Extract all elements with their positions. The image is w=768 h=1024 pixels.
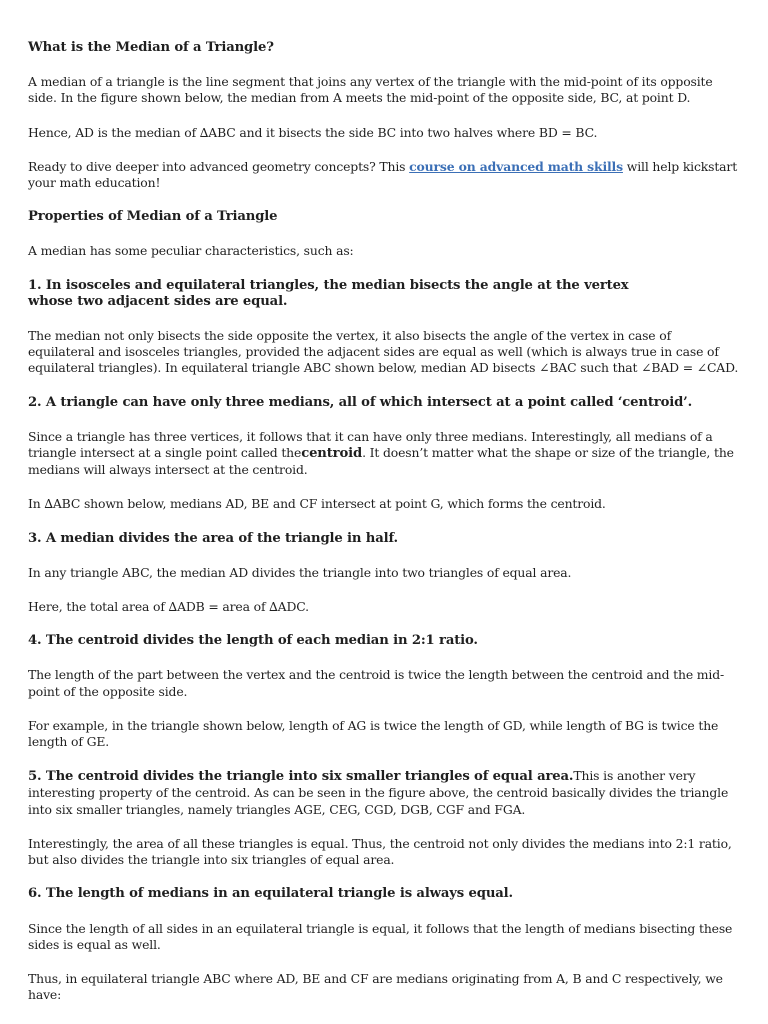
property-5-text-2: Interestingly, the area of all these triangles is equal. Thus, the centroid not only divides the medians into 2:1 ratio, but also divides the triangle into six triangles of equal area. — [28, 835, 732, 868]
property-5-heading: 5. The centroid divides the triangle into six smaller triangles of equal area. — [28, 769, 574, 785]
property-4-text: The length of the part between the vertex and the centroid is twice the length between the centroid and the mid-point of the opposite side. — [28, 667, 725, 699]
properties-intro: A median has some peculiar characteristics, such as: — [28, 243, 354, 259]
property-1-text: The median not only bisects the side opposite the vertex, it also bisects the angle of the vertex in case of equilateral and isosceles triangles, provided the adjacent sides are equal as well (which is always true in case of equilateral triangles). In equilateral triangle ABC shown below, median AD bisects ∠BAC such that ∠BAD = ∠CAD. — [28, 328, 739, 376]
property-3-text-2: Here, the total area of ∆ADB = area of ∆ADC. — [28, 599, 309, 615]
property-6-text-2: Thus, in equilateral triangle ABC where AD, BE and CF are medians originating from A, B and C respectively, we have: — [28, 970, 723, 1003]
promo-text-before: Ready to dive deeper into advanced geometry concepts? This — [28, 158, 410, 174]
article — [28, 40, 740, 1021]
property-2-text-before: Since a triangle has three vertices, it follows that it can have only three medians. Interestingly, all medians of a triangle intersect at a single point called the — [28, 428, 713, 461]
properties-heading: Properties of Median of a Triangle — [28, 209, 278, 225]
property-6-text: Since the length of all sides in an equilateral triangle is equal, it follows that the length of medians bisecting these sides is equal as well. — [28, 920, 733, 952]
property-4-heading: 4. The centroid divides the length of each median in 2:1 ratio. — [28, 633, 478, 649]
promo-text-after: will help kickstart your math education! — [28, 158, 738, 191]
property-2-text-2: In ∆ABC shown below, medians AD, BE and CF intersect at point G, which forms the centroid. — [28, 496, 606, 512]
promo-paragraph — [28, 159, 740, 191]
property-6-heading: 6. The length of medians in an equilateral triangle is always equal. — [28, 886, 513, 902]
property-2-text — [28, 429, 740, 479]
property-4-text-2: For example, in the triangle shown below, length of AG is twice the length of GD, while length of BG is twice the length of GE. — [28, 717, 719, 750]
property-3-heading: 3. A median divides the area of the triangle in half. — [28, 530, 398, 546]
course-link[interactable]: course on advanced math skills — [409, 158, 623, 174]
intro-paragraph-1: A median of a triangle is the line segment that joins any vertex of the triangle with the mid-point of its opposite side. In the figure shown below, the median from A meets the mid-point of the opposite side, BC, at point D. — [28, 74, 713, 106]
centroid-term: centroid — [301, 446, 363, 462]
property-1-heading: 1. In isosceles and equilateral triangles, the median bisects the angle at the vertex whose two adjacent sides are equal. — [28, 277, 629, 309]
property-2-text-after: . It doesn’t matter what the shape or size of the triangle, the medians will always intersect at the centroid. — [28, 445, 734, 478]
page-title: What is the Median of a Triangle? — [28, 40, 274, 55]
intro-paragraph-2: Hence, AD is the median of ∆ABC and it bisects the side BC into two halves where BD = BC. — [28, 124, 598, 140]
property-2-heading: 2. A triangle can have only three medians, all of which intersect at a point called ‘centroid’. — [28, 394, 693, 410]
property-5-paragraph — [28, 768, 740, 818]
property-3-text: In any triangle ABC, the median AD divides the triangle into two triangles of equal area. — [28, 564, 572, 580]
property-5-text: This is another very interesting property of the centroid. As can be seen in the figure above, the centroid basically divides the triangle into six smaller triangles, namely triangles AGE, CEG, CGD, DGB, CGF and FGA. — [28, 768, 729, 817]
